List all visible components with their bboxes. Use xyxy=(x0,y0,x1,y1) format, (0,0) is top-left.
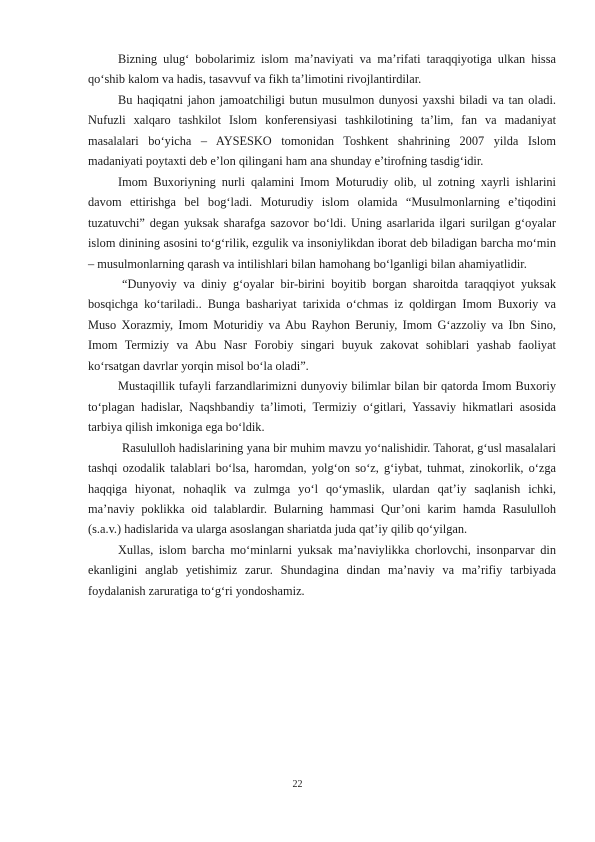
paragraph-2: Bu haqiqatni jahon jamoatchiligi butun musulmon dunyosi yaxshi biladi va tan oladi. Nufuzli xalqaro tashkilot Islom konferensiyasi tashkilotining ta’lim, fan va madaniyat masalalari bo‘yicha – AYSESKO tomonidan Toshkent shahrining 2007 yilda Islom madaniyati poytaxti deb e’lon qilingani ham ana shunday e’tirofning tasdig‘idir. xyxy=(88,92,556,169)
paragraph-7: Xullas, islom barcha mo‘minlarni yuksak ma’naviylikka chorlovchi, insonparvar din ekanligini anglab yetishimiz zarur. Shundagina dindan ma’naviy va ma’rifiy tarbiyada foydalanish zaruratiga to‘g‘ri yondoshamiz. xyxy=(88,542,556,598)
paragraph-5: Mustaqillik tufayli farzandlarimizni dunyoviy bilimlar bilan bir qatorda Imom Buxoriy to‘plagan hadislar, Naqshbandiy ta’limoti, Termiziy o‘gitlari, Yassaviy hikmatlari asosida tarbiya qilish imkoniga ega bo‘ldik. xyxy=(88,379,556,435)
paragraph-6: Rasululloh hadislarining yana bir muhim mavzu yo‘nalishidir. Tahorat, g‘usl masalalari tashqi ozodalik talablari bo‘lsa, haromdan, yolg‘on so‘z, g‘iybat, tuhmat, zinokorlik, o‘zga haqqiga hiyonat, nohaqlik va zulmga yo‘l qo‘ymaslik, ulardan qat’iy saqlanish ichki, ma’naviy poklikka oid talablardir. Bularning hammasi Qur’oni karim hamda Rasululloh (s.a.v.) hadislarida va ularga asoslangan shariatda juda qat’iy qilib qo‘yilgan. xyxy=(88,440,556,537)
document-page xyxy=(88,49,556,601)
paragraph-3: Imom Buxoriyning nurli qalamini Imom Moturudiy olib, ul zotning xayrli ishlarini davom ettirishga bel bog‘ladi. Moturudiy islom olamida “Musulmonlarning e’tiqodini tuzatuvchi” degan yuksak sharafga sazovor bo‘ldi. Uning asarlarida ilgari surilgan g‘oyalar islom dinining asosini to‘g‘rilik, ezgulik va insoniylikdan iborat deb biladigan barcha mo‘min – musulmonlarning qarash va intilishlari bilan hamohang bo‘lganligi bilan ahamiyatlidir. xyxy=(88,174,556,271)
page-number: 22 xyxy=(292,779,303,790)
paragraph-4: “Dunyoviy va diniy g‘oyalar bir-birini boyitib borgan sharoitda taraqqiyot yuksak bosqichga ko‘tariladi.. Bunga bashariyat tarixida o‘chmas iz qoldirgan Imom Buxoriy va Muso Xorazmiy, Imom Moturidiy va Abu Rayhon Beruniy, Imom G‘azzoliy va Ibn Sino, Imom Termiziy va Abu Nasr Forobiy singari buyuk zakovat sohiblari yashab faoliyat ko‘rsatgan davrlar yorqin misol bo‘la oladi”. xyxy=(88,276,556,373)
paragraph-1: Bizning ulug‘ bobolarimiz islom ma’naviyati va ma’rifati taraqqiyotiga ulkan hissa qo‘shib kalom va hadis, tasavvuf va fikh ta’limotini rivojlantirdilar. xyxy=(88,52,556,87)
